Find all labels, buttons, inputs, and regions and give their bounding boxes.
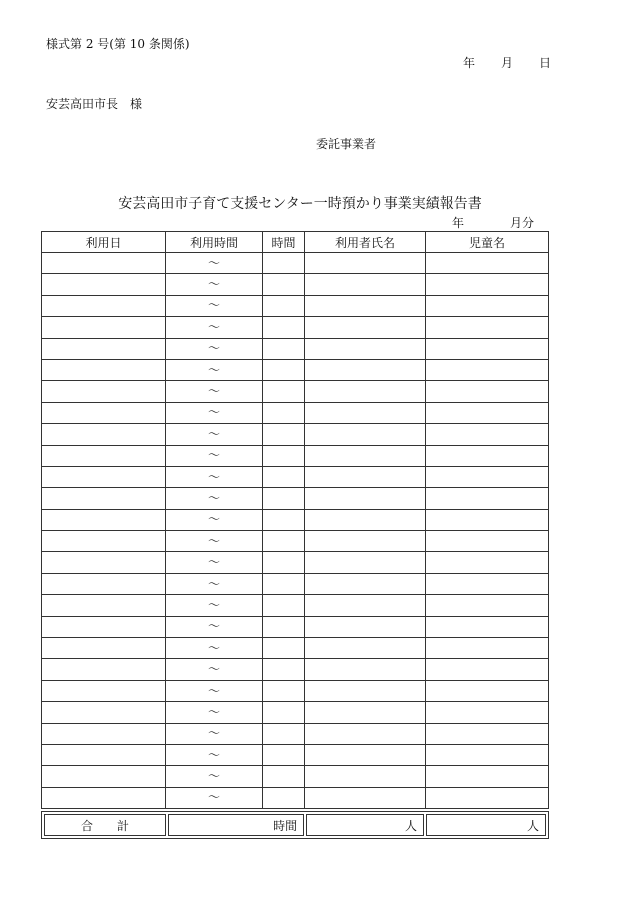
table-row [42, 359, 549, 380]
usage-date-cell[interactable] [42, 659, 166, 680]
child-name-cell[interactable] [426, 787, 549, 808]
child-name-cell[interactable] [426, 274, 549, 295]
time-range-separator: ～ [207, 277, 220, 292]
hours-cell[interactable] [263, 744, 305, 765]
usage-date-cell[interactable] [42, 616, 166, 637]
table-row [42, 381, 549, 402]
hours-cell[interactable] [263, 424, 305, 445]
usage-time-cell[interactable] [166, 702, 263, 723]
child-name-cell[interactable] [426, 253, 549, 274]
child-name-cell[interactable] [426, 466, 549, 487]
child-name-cell[interactable] [426, 295, 549, 316]
usage-date-cell[interactable] [42, 445, 166, 466]
child-name-cell[interactable] [426, 402, 549, 423]
child-name-cell[interactable] [426, 616, 549, 637]
usage-date-cell[interactable] [42, 424, 166, 445]
time-range-separator: ～ [207, 384, 220, 399]
totals-label [44, 814, 166, 836]
usage-time-cell[interactable] [166, 317, 263, 338]
hours-cell[interactable] [263, 573, 305, 594]
user-name-cell[interactable] [305, 424, 426, 445]
hours-cell[interactable] [263, 659, 305, 680]
time-range-separator: ～ [207, 469, 220, 484]
table-row [42, 766, 549, 787]
usage-date-cell[interactable] [42, 295, 166, 316]
usage-time-cell[interactable] [166, 659, 263, 680]
table-row [42, 552, 549, 573]
table-row [42, 659, 549, 680]
time-range-separator: ～ [207, 576, 220, 591]
user-name-cell[interactable] [305, 744, 426, 765]
hours-cell[interactable] [263, 359, 305, 380]
time-range-separator: ～ [207, 490, 220, 505]
hours-cell[interactable] [263, 531, 305, 552]
total-children-unit: 人 [526, 818, 539, 833]
child-name-cell[interactable] [426, 702, 549, 723]
time-range-separator: ～ [207, 769, 220, 784]
column-header-child-name: 児童名 [426, 232, 549, 253]
child-name-cell[interactable] [426, 573, 549, 594]
hours-cell[interactable] [263, 680, 305, 701]
table-row [42, 488, 549, 509]
usage-date-cell[interactable] [42, 744, 166, 765]
usage-date-cell[interactable] [42, 552, 166, 573]
child-name-cell[interactable] [426, 680, 549, 701]
user-name-cell[interactable] [305, 445, 426, 466]
hours-cell[interactable] [263, 702, 305, 723]
usage-time-cell[interactable] [166, 531, 263, 552]
column-header-usage-date: 利用日 [42, 232, 166, 253]
time-range-separator: ～ [207, 405, 220, 420]
usage-date-cell[interactable] [42, 253, 166, 274]
time-range-separator: ～ [207, 597, 220, 612]
period-year-label: 年 [452, 216, 465, 230]
user-name-cell[interactable] [305, 573, 426, 594]
table-row [42, 638, 549, 659]
usage-time-cell[interactable] [166, 573, 263, 594]
child-name-cell[interactable] [426, 744, 549, 765]
user-name-cell[interactable] [305, 638, 426, 659]
usage-date-cell[interactable] [42, 359, 166, 380]
child-name-cell[interactable] [426, 488, 549, 509]
usage-time-cell[interactable] [166, 488, 263, 509]
usage-time-cell[interactable] [166, 638, 263, 659]
report-title: 安芸高田市子育て支援センター一時預かり事業実績報告書 [118, 196, 482, 212]
hours-cell[interactable] [263, 445, 305, 466]
table-row [42, 616, 549, 637]
usage-date-cell[interactable] [42, 509, 166, 530]
table-row [42, 573, 549, 594]
time-range-separator: ～ [207, 790, 220, 805]
usage-time-cell[interactable] [166, 381, 263, 402]
usage-time-cell[interactable] [166, 509, 263, 530]
user-name-cell[interactable] [305, 359, 426, 380]
child-name-cell[interactable] [426, 595, 549, 616]
totals-label-left: 合 [80, 818, 93, 833]
hours-cell[interactable] [263, 253, 305, 274]
hours-cell[interactable] [263, 616, 305, 637]
child-name-cell[interactable] [426, 638, 549, 659]
usage-date-cell[interactable] [42, 595, 166, 616]
usage-time-cell[interactable] [166, 359, 263, 380]
hours-cell[interactable] [263, 338, 305, 359]
period-month-label: 月分 [510, 216, 535, 230]
table-row [42, 702, 549, 723]
usage-date-cell[interactable] [42, 573, 166, 594]
child-name-cell[interactable] [426, 317, 549, 338]
usage-time-cell[interactable] [166, 402, 263, 423]
child-name-cell[interactable] [426, 338, 549, 359]
time-range-separator: ～ [207, 640, 220, 655]
table-row [42, 509, 549, 530]
usage-table [41, 231, 549, 809]
child-name-cell[interactable] [426, 381, 549, 402]
usage-date-cell[interactable] [42, 402, 166, 423]
usage-time-cell[interactable] [166, 616, 263, 637]
child-name-cell[interactable] [426, 424, 549, 445]
hours-cell[interactable] [263, 787, 305, 808]
time-range-separator: ～ [207, 662, 220, 677]
usage-time-cell[interactable] [166, 787, 263, 808]
hours-cell[interactable] [263, 766, 305, 787]
usage-date-cell[interactable] [42, 338, 166, 359]
child-name-cell[interactable] [426, 659, 549, 680]
usage-time-cell[interactable] [166, 274, 263, 295]
hours-cell[interactable] [263, 638, 305, 659]
hours-cell[interactable] [263, 317, 305, 338]
usage-time-cell[interactable] [166, 552, 263, 573]
table-row [42, 338, 549, 359]
hours-cell[interactable] [263, 402, 305, 423]
child-name-cell[interactable] [426, 359, 549, 380]
table-row [42, 445, 549, 466]
hours-cell[interactable] [263, 295, 305, 316]
column-header-hours: 時間 [263, 232, 305, 253]
time-range-separator: ～ [207, 341, 220, 356]
hours-cell[interactable] [263, 274, 305, 295]
date-day-label: 日 [539, 56, 552, 70]
user-name-cell[interactable] [305, 295, 426, 316]
time-range-separator: ～ [207, 512, 220, 527]
usage-date-cell[interactable] [42, 381, 166, 402]
date-month-label: 月 [501, 56, 514, 70]
time-range-separator: ～ [207, 704, 220, 719]
usage-date-cell[interactable] [42, 317, 166, 338]
usage-date-cell[interactable] [42, 638, 166, 659]
hours-cell[interactable] [263, 552, 305, 573]
usage-date-cell[interactable] [42, 787, 166, 808]
addressee: 安芸高田市長 様 [46, 97, 143, 111]
time-range-separator: ～ [207, 533, 220, 548]
date-line [463, 54, 551, 71]
user-name-cell[interactable] [305, 488, 426, 509]
usage-time-cell[interactable] [166, 253, 263, 274]
table-row [42, 424, 549, 445]
time-range-separator: ～ [207, 426, 220, 441]
user-name-cell[interactable] [305, 616, 426, 637]
table-row [42, 744, 549, 765]
usage-time-cell[interactable] [166, 424, 263, 445]
child-name-cell[interactable] [426, 766, 549, 787]
usage-date-cell[interactable] [42, 531, 166, 552]
table-row [42, 295, 549, 316]
table-row [42, 680, 549, 701]
user-name-cell[interactable] [305, 680, 426, 701]
totals-label-right: 計 [116, 818, 129, 833]
usage-time-cell[interactable] [166, 680, 263, 701]
hours-cell[interactable] [263, 381, 305, 402]
user-name-cell[interactable] [305, 552, 426, 573]
user-name-cell[interactable] [305, 274, 426, 295]
user-name-cell[interactable] [305, 338, 426, 359]
time-range-separator: ～ [207, 319, 220, 334]
usage-time-cell[interactable] [166, 723, 263, 744]
usage-date-cell[interactable] [42, 274, 166, 295]
table-row [42, 595, 549, 616]
totals-row [44, 814, 546, 836]
usage-date-cell[interactable] [42, 723, 166, 744]
usage-time-cell[interactable] [166, 466, 263, 487]
user-name-cell[interactable] [305, 381, 426, 402]
table-row [42, 787, 549, 808]
usage-time-cell[interactable] [166, 595, 263, 616]
table-row [42, 317, 549, 338]
usage-time-cell[interactable] [166, 338, 263, 359]
table-body [42, 253, 549, 809]
column-header-user-name: 利用者氏名 [305, 232, 426, 253]
user-name-cell[interactable] [305, 509, 426, 530]
usage-date-cell[interactable] [42, 766, 166, 787]
hours-cell[interactable] [263, 488, 305, 509]
child-name-cell[interactable] [426, 509, 549, 530]
hours-cell[interactable] [263, 509, 305, 530]
user-name-cell[interactable] [305, 595, 426, 616]
usage-time-cell[interactable] [166, 445, 263, 466]
table-row [42, 253, 549, 274]
time-range-separator: ～ [207, 555, 220, 570]
time-range-separator: ～ [207, 619, 220, 634]
table-header-row [42, 232, 549, 253]
time-range-separator: ～ [207, 726, 220, 741]
date-year-label: 年 [463, 56, 476, 70]
user-name-cell[interactable] [305, 253, 426, 274]
usage-time-cell[interactable] [166, 295, 263, 316]
usage-time-cell[interactable] [166, 744, 263, 765]
usage-date-cell[interactable] [42, 702, 166, 723]
hours-cell[interactable] [263, 723, 305, 744]
table-row [42, 723, 549, 744]
time-range-separator: ～ [207, 255, 220, 270]
user-name-cell[interactable] [305, 317, 426, 338]
user-name-cell[interactable] [305, 659, 426, 680]
time-range-separator: ～ [207, 448, 220, 463]
time-range-separator: ～ [207, 683, 220, 698]
user-name-cell[interactable] [305, 531, 426, 552]
total-children-cell[interactable] [426, 814, 546, 836]
totals-table [41, 811, 549, 839]
time-range-separator: ～ [207, 362, 220, 377]
hours-cell[interactable] [263, 466, 305, 487]
usage-date-cell[interactable] [42, 680, 166, 701]
form-number: 様式第 2 号(第 10 条関係) [46, 37, 190, 51]
total-persons-cell[interactable] [306, 814, 424, 836]
user-name-cell[interactable] [305, 787, 426, 808]
child-name-cell[interactable] [426, 552, 549, 573]
child-name-cell[interactable] [426, 723, 549, 744]
user-name-cell[interactable] [305, 702, 426, 723]
usage-date-cell[interactable] [42, 488, 166, 509]
user-name-cell[interactable] [305, 766, 426, 787]
time-range-separator: ～ [207, 298, 220, 313]
usage-date-cell[interactable] [42, 466, 166, 487]
user-name-cell[interactable] [305, 723, 426, 744]
hours-cell[interactable] [263, 595, 305, 616]
child-name-cell[interactable] [426, 445, 549, 466]
child-name-cell[interactable] [426, 531, 549, 552]
contractor-label: 委託事業者 [316, 137, 377, 151]
table-row [42, 531, 549, 552]
usage-time-cell[interactable] [166, 766, 263, 787]
table-row [42, 466, 549, 487]
table-row [42, 274, 549, 295]
column-header-usage-time: 利用時間 [166, 232, 263, 253]
user-name-cell[interactable] [305, 466, 426, 487]
time-range-separator: ～ [207, 747, 220, 762]
total-hours-cell[interactable] [168, 814, 304, 836]
total-persons-unit: 人 [405, 818, 418, 833]
report-period [452, 214, 534, 231]
user-name-cell[interactable] [305, 402, 426, 423]
table-row [42, 402, 549, 423]
total-hours-unit: 時間 [273, 818, 298, 833]
